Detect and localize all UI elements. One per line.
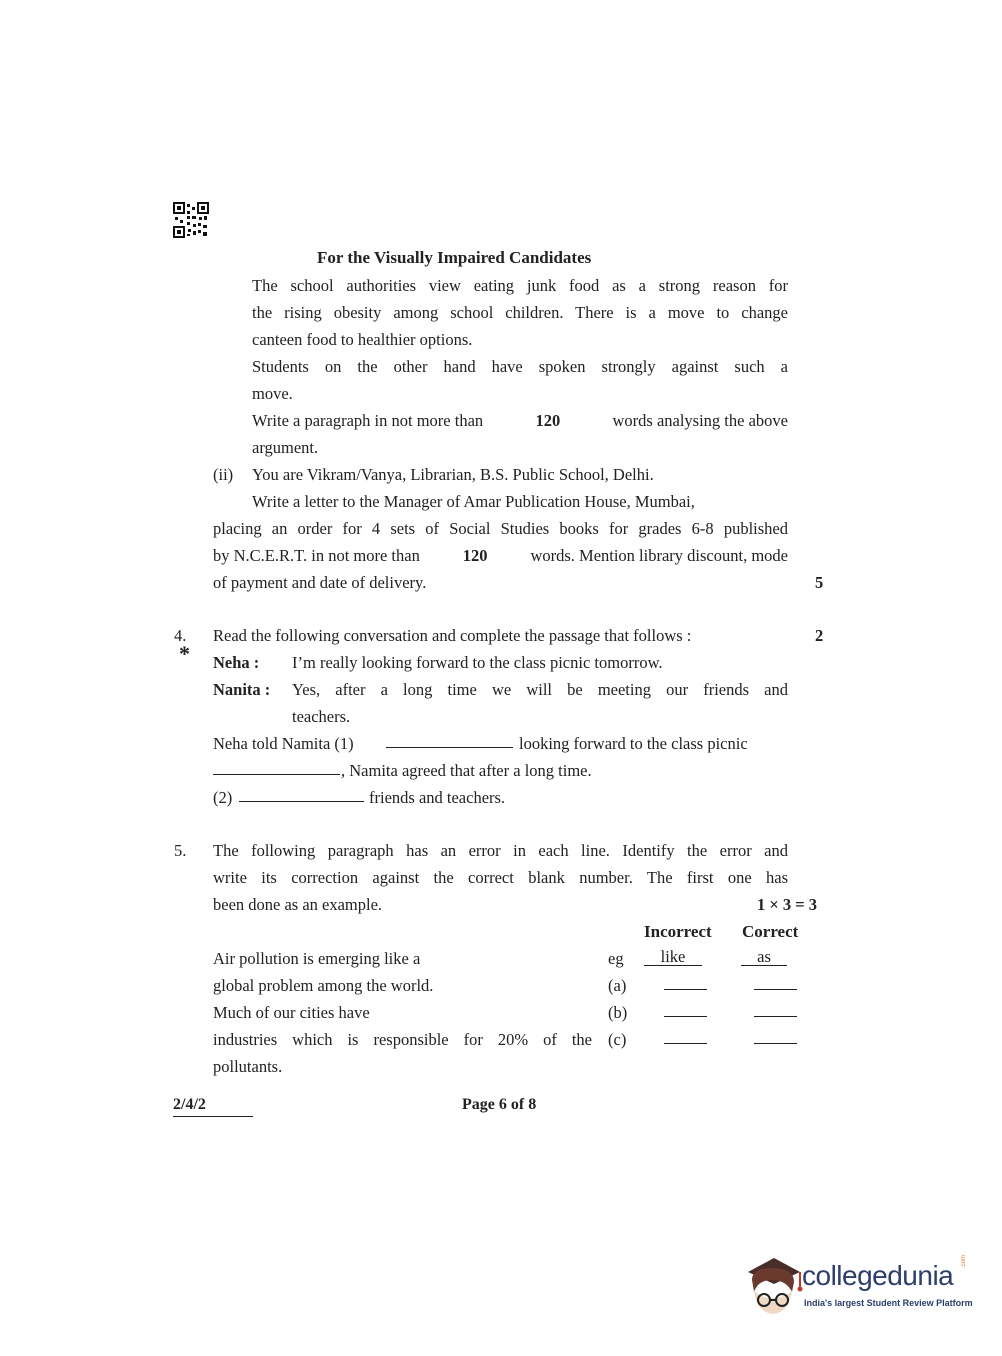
table-row-text: Much of our cities have	[213, 1003, 370, 1022]
vi-para-line: move.	[252, 384, 293, 403]
dialogue-line: Yes, after a long time we will be meeting our friends and	[292, 680, 788, 699]
example-incorrect: like	[644, 949, 702, 966]
table-row-label: (c)	[608, 1030, 627, 1049]
collegedunia-logo	[742, 1246, 972, 1326]
word-limit: 120	[535, 411, 561, 430]
vi-para-line: canteen food to healthier options.	[252, 330, 473, 349]
q4-marks: 2	[815, 626, 824, 645]
q5-line: write its correction against the correct blank number. The first one has	[213, 868, 788, 887]
passage-text: Neha told Namita (1)	[213, 734, 354, 753]
table-row-label: eg	[608, 949, 624, 968]
q3ii-line	[213, 546, 788, 566]
passage-text: friends and teachers.	[369, 788, 506, 807]
dialogue-line: I’m really looking forward to the class picnic tomorrow.	[292, 653, 663, 672]
speaker-nanita: Nanita :	[213, 680, 271, 699]
vi-para-line: the rising obesity among school children. There is a move to change	[252, 303, 788, 322]
blank-1a[interactable]	[386, 735, 513, 748]
col-header-correct: Correct	[742, 922, 799, 941]
logo-tagline: India's largest Student Review Platform	[804, 1298, 973, 1308]
logo-wordmark: collegedunia	[802, 1260, 954, 1291]
table-row-label: (a)	[608, 976, 627, 995]
passage-text: (2)	[213, 788, 233, 807]
q5-number: 5.	[174, 841, 187, 860]
q3ii-text: by N.C.E.R.T. in not more than	[213, 546, 420, 565]
q3-marks: 5	[815, 573, 824, 592]
section-heading: For the Visually Impaired Candidates	[317, 248, 592, 267]
q4-intro: Read the following conversation and complete the passage that follows :	[213, 626, 692, 645]
answer-incorrect-a[interactable]	[664, 977, 707, 990]
blank-1b[interactable]	[213, 762, 340, 775]
table-row-text: industries which is responsible for 20% of the	[213, 1030, 592, 1049]
vi-para-line-instruction	[252, 411, 788, 431]
q5-line: The following paragraph has an error in each line. Identify the error and	[213, 841, 788, 860]
vi-para-line: Students on the other hand have spoken strongly against such a	[252, 357, 788, 376]
q3ii-line: placing an order for 4 sets of Social Studies books for grades 6-8 published	[213, 519, 788, 538]
q5-line: been done as an example.	[213, 895, 383, 914]
instruction-text: words analysing the above	[612, 411, 788, 430]
answer-incorrect-c[interactable]	[664, 1031, 707, 1044]
speaker-neha: Neha :	[213, 653, 260, 672]
table-row-text: pollutants.	[213, 1057, 283, 1076]
table-row-text: global problem among the world.	[213, 976, 434, 995]
blank-2[interactable]	[239, 789, 364, 802]
answer-correct-c[interactable]	[754, 1031, 797, 1044]
page-number: Page 6 of 8	[462, 1096, 537, 1113]
passage-text: , Namita agreed that after a long time.	[341, 761, 592, 780]
vi-para-line: The school authorities view eating junk food as a strong reason for	[252, 276, 788, 295]
star-icon: *	[179, 641, 190, 666]
q3-subpart-number: (ii)	[213, 465, 234, 484]
q3ii-line: of payment and date of delivery.	[213, 573, 427, 592]
answer-correct-a[interactable]	[754, 977, 797, 990]
paper-code: 2/4/2	[173, 1096, 253, 1117]
q4-number: 4.	[174, 626, 187, 645]
logo-com: .com	[961, 1254, 967, 1268]
table-row-text: Air pollution is emerging like a	[213, 949, 421, 968]
table-row-label: (b)	[608, 1003, 628, 1022]
vi-para-line: argument.	[252, 438, 319, 457]
q3ii-text: words. Mention library discount, mode	[530, 546, 788, 565]
col-header-incorrect: Incorrect	[644, 922, 712, 941]
dialogue-line: teachers.	[292, 707, 351, 726]
q3ii-line: You are Vikram/Vanya, Librarian, B.S. Public School, Delhi.	[252, 465, 654, 484]
example-correct: as	[741, 949, 787, 966]
graduate-mascot-icon	[742, 1250, 804, 1320]
passage-text: looking forward to the class picnic	[519, 734, 748, 753]
answer-incorrect-b[interactable]	[664, 1004, 707, 1017]
qr-code-icon	[173, 202, 209, 238]
q5-marks: 1 × 3 = 3	[757, 895, 818, 914]
answer-correct-b[interactable]	[754, 1004, 797, 1017]
q3ii-line: Write a letter to the Manager of Amar Publication House, Mumbai,	[252, 492, 695, 511]
instruction-text: Write a paragraph in not more than	[252, 411, 484, 430]
word-limit: 120	[462, 546, 488, 565]
